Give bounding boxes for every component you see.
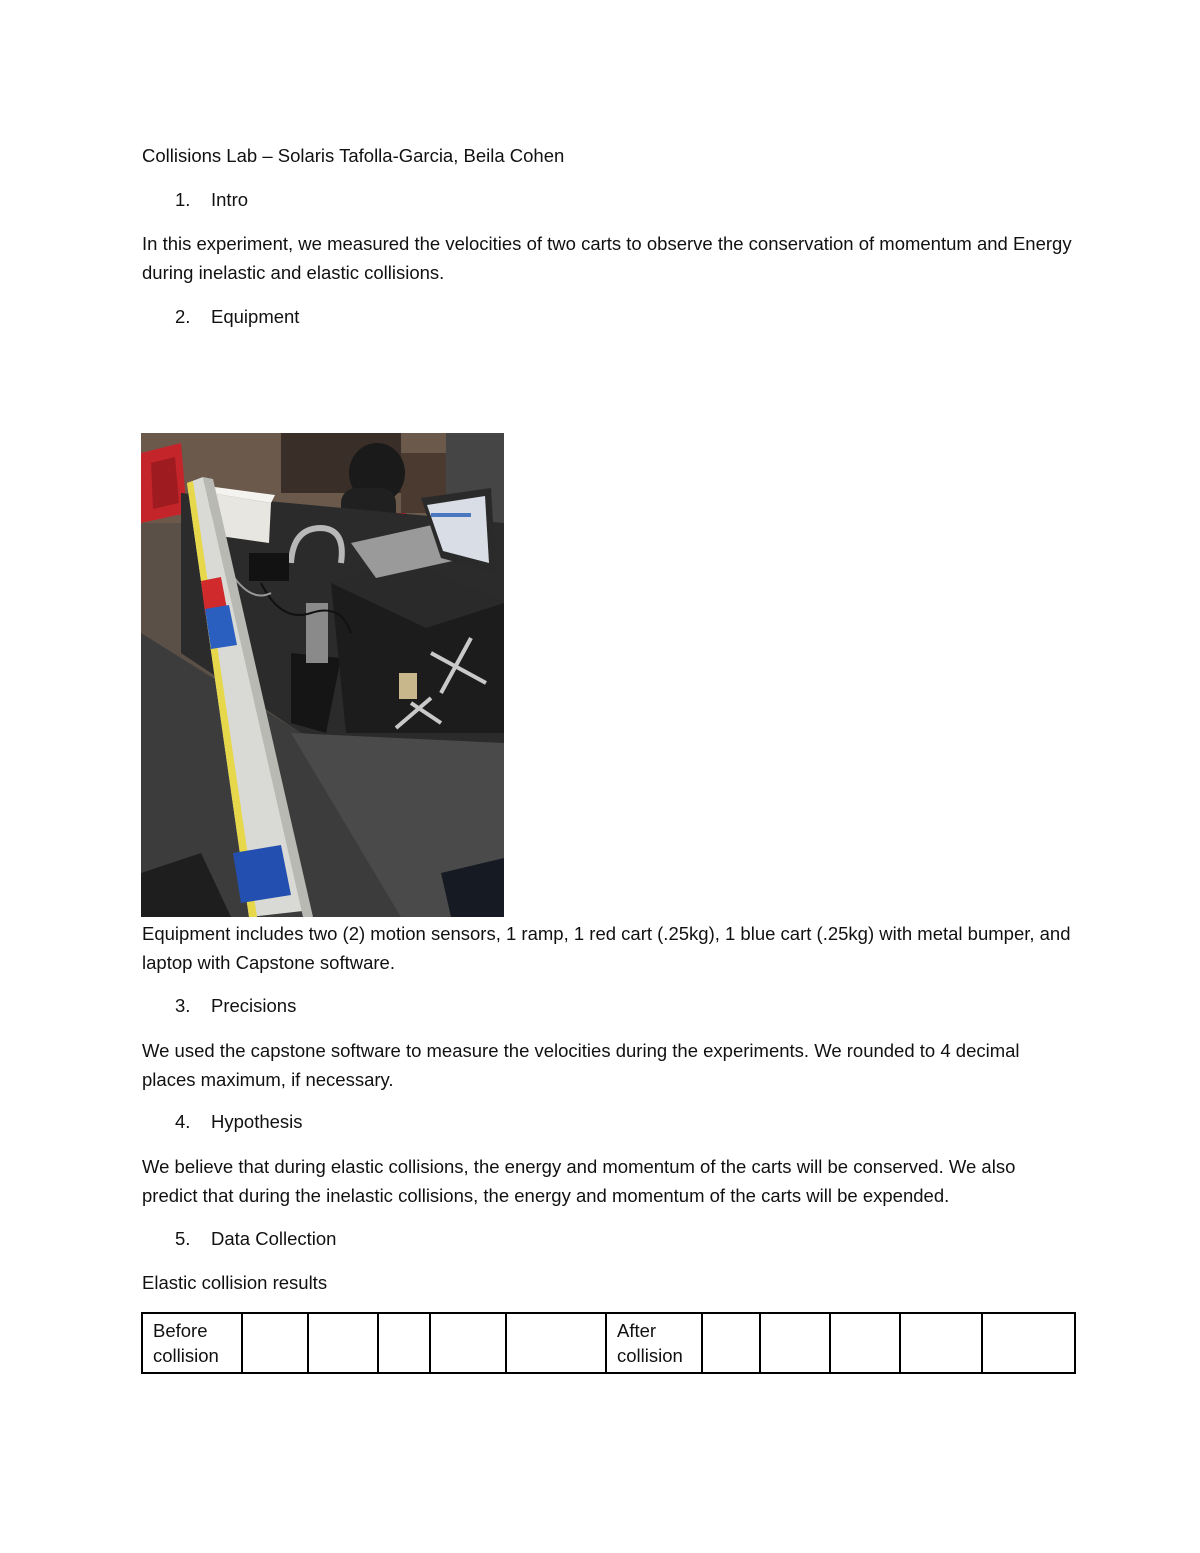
section-title: Equipment (211, 306, 300, 327)
section-heading-hypothesis (175, 1108, 303, 1136)
hypothesis-paragraph: We believe that during elastic collisions, the energy and momentum of the carts will be conserved. We also predict that during the inelastic collisions, the energy and momentum of the carts will be expended. (142, 1156, 1016, 1206)
table-cell (702, 1313, 760, 1373)
table-cell: Before collision (142, 1313, 242, 1373)
section-heading-equipment (175, 303, 299, 331)
section-heading-data-collection (175, 1225, 336, 1253)
section-number: 3. (175, 995, 191, 1016)
table-row (142, 1313, 1075, 1373)
elastic-collision-table (141, 1312, 1076, 1374)
table-caption: Elastic collision results (142, 1272, 328, 1293)
section-number: 5. (175, 1228, 191, 1249)
section-title: Data Collection (211, 1228, 337, 1249)
table-cell: After collision (606, 1313, 702, 1373)
table-cell (308, 1313, 378, 1373)
equipment-photo (141, 433, 504, 917)
table-cell (760, 1313, 830, 1373)
section-number: 4. (175, 1111, 191, 1132)
table-cell (830, 1313, 900, 1373)
table-cell (506, 1313, 606, 1373)
section-title: Precisions (211, 995, 297, 1016)
section-title: Hypothesis (211, 1111, 303, 1132)
equipment-paragraph: Equipment includes two (2) motion sensors, 1 ramp, 1 red cart (.25kg), 1 blue cart (.25kg) with metal bumper, and laptop with Capstone software. (142, 923, 1071, 973)
section-number: 1. (175, 189, 191, 210)
table-cell (242, 1313, 308, 1373)
section-title: Intro (211, 189, 249, 210)
section-heading-intro (175, 186, 248, 214)
section-number: 2. (175, 306, 191, 327)
table-cell (982, 1313, 1075, 1373)
table-cell (430, 1313, 506, 1373)
section-heading-precisions (175, 992, 296, 1020)
precisions-paragraph: We used the capstone software to measure the velocities during the experiments. We rounded to 4 decimal places maximum, if necessary. (142, 1040, 1020, 1090)
table-cell (900, 1313, 982, 1373)
table-cell (378, 1313, 430, 1373)
intro-paragraph: In this experiment, we measured the velocities of two carts to observe the conservation of momentum and Energy during inelastic and elastic collisions. (142, 233, 1072, 283)
document-title: Collisions Lab – Solaris Tafolla-Garcia, Beila Cohen (142, 145, 565, 166)
